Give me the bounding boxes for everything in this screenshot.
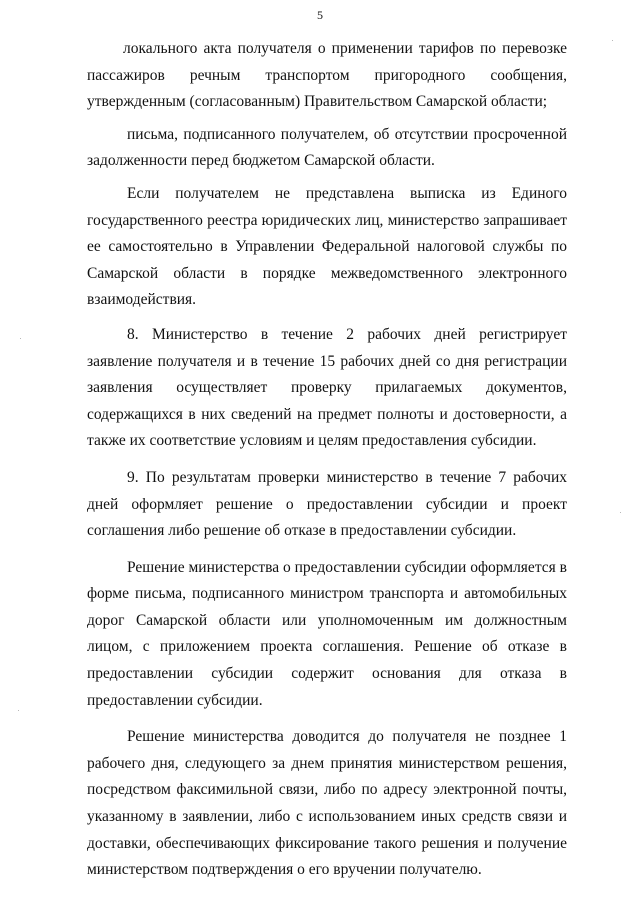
paragraph-item-9: 9. По результатам проверки министерство в течение 7 рабочих дней оформляет решение о предоставлении субсидии и проект соглашения либо решение об отказе в предоставлении субсидии. bbox=[87, 468, 567, 540]
paragraph-decision-form: Решение министерства о предоставлении субсидии оформляется в форме письма, подписанного министром транспорта и автомобильных дорог Самарской области или уполномоченным им должностным лицом, с приложением проекта соглашения. Решение об отказе в предоставлении субсидии содержит основания для отказа в предоставлении субсидии. bbox=[87, 558, 567, 709]
scan-speck bbox=[620, 512, 621, 513]
paragraph-registry-extract: Если получателем не представлена выписка из Единого государственного реестра юридических лиц, министерство запрашивает ее самостоятельно в Управлении Федеральной налоговой службы по Самарской области в порядке межведомственного электронного взаимодействия. bbox=[87, 184, 567, 309]
paragraph-local-act: локального акта получателя о применении тарифов по перевозке пассажиров речным транспортом пригородного сообщения, утвержденным (согласованным) Правительством Самарской области; bbox=[87, 40, 567, 111]
scan-speck bbox=[18, 710, 19, 711]
paragraph-item-8: 8. Министерство в течение 2 рабочих дней регистрирует заявление получателя и в течение 15 рабочих дней со дня регистрации заявления осуществляет проверку прилагаемых документов, содержащихся в них сведений на предмет полноты и достоверности, а также их соответствие условиям и целям предоставления субсидии. bbox=[87, 325, 567, 450]
scan-speck bbox=[612, 40, 613, 41]
page-number: 5 bbox=[317, 8, 323, 22]
document-body bbox=[87, 36, 567, 884]
scan-speck bbox=[20, 338, 21, 339]
paragraph-debt-letter: письма, подписанного получателем, об отсутствии просроченной задолженности перед бюджетом Самарской области. bbox=[87, 125, 567, 170]
paragraph-decision-delivery: Решение министерства доводится до получателя не позднее 1 рабочего дня, следующего за днем принятия министерством решения, посредством факсимильной связи, либо по адресу электронной почты, указанному в заявлении, либо с использованием иных средств связи и доставки, обеспечивающих фиксирование такого решения и получение министерством подтверждения о его вручении получателю. bbox=[87, 728, 567, 879]
